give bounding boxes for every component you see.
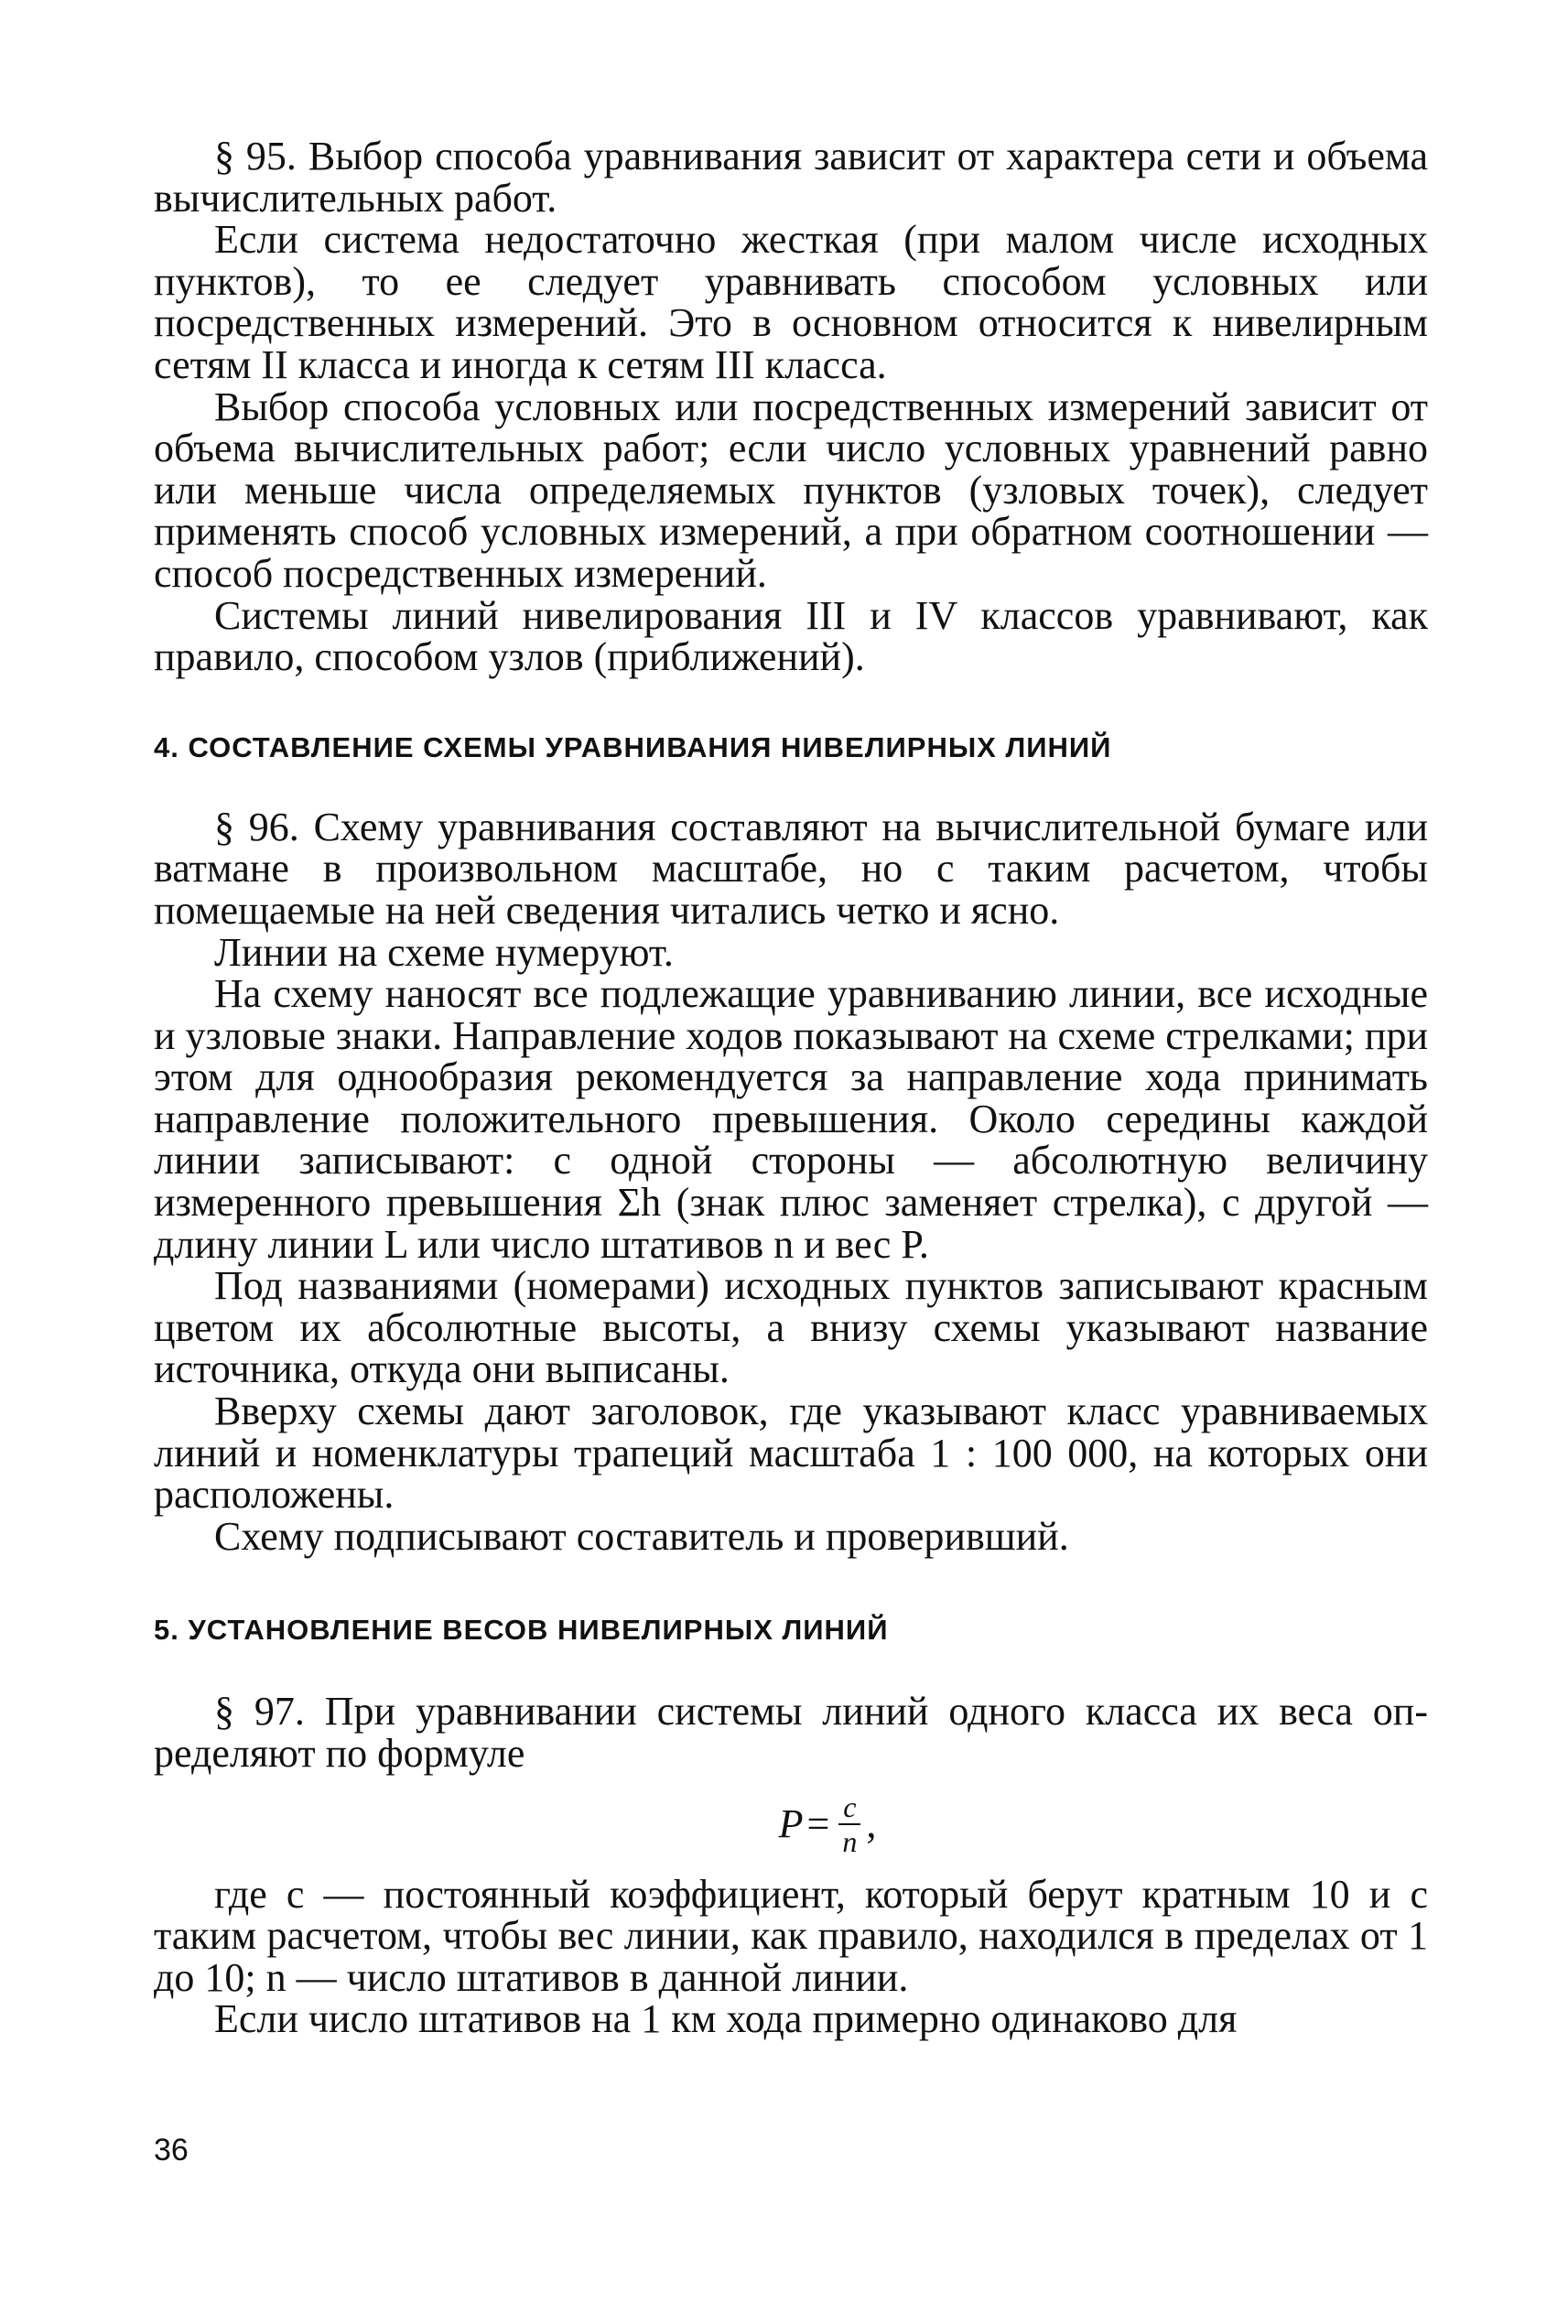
paragraph-96-1: § 96. Схему уравнивания составляют на вычислительной бумаге или ватмане в произвольном масштабе, но с таким расчетом, чтобы помещаемые на ней сведения читались четко и ясно. <box>154 804 1428 933</box>
formula-comma: , <box>866 1800 877 1846</box>
section-heading-5: 5. УСТАНОВЛЕНИЕ ВЕСОВ НИВЕЛИРНЫХ ЛИНИЙ <box>154 1614 889 1647</box>
paragraph-95-4: Системы линий нивелирования III и IV классов уравнивают, как правило, способом узлов (приближений). <box>154 592 1428 680</box>
paragraph-95-2: Если система недостаточно жесткая (при малом числе исходных пунктов), то ее следует уравнивать способом условных или посредственных измерений. Это в основном относится к нивелирным сетям II класса и иногда к сетям III класса. <box>154 217 1428 387</box>
paragraph-96-2: Линии на схеме нумеруют. <box>214 929 674 975</box>
formula-numerator: c <box>838 1790 860 1825</box>
formula-fraction <box>838 1790 860 1858</box>
paragraph-97-2: где c — постоянный коэффициент, который берут кратным 10 и с таким расчетом, чтобы вес линии, как правило, находился в пределах от 1 до 10; n — число штативов в данной линии. <box>154 1871 1428 2000</box>
formula-lhs: P <box>778 1800 804 1846</box>
section-heading-4: 4. СОСТАВЛЕНИЕ СХЕМЫ УРАВНИВАНИЯ НИВЕЛИРНЫХ ЛИНИЙ <box>154 730 1112 763</box>
paragraph-95-3: Выбор способа условных или посредственных измерений зависит от объема вычислительных работ; если число условных уравнений равно или меньше числа определяемых пунктов (узловых точек), следует применять способ условных измерений, а при обратном соотношении — способ посредственных измерений. <box>154 384 1428 596</box>
paragraph-96-5: Вверху схемы дают заголовок, где указывают класс уравниваемых линий и номенклатуры трапеций масштаба 1 : 100 000, на которых они расположены. <box>154 1389 1428 1518</box>
paragraph-96-6: Схему подписывают составитель и проверивший. <box>214 1513 1069 1559</box>
paragraph-97-3: Если число штативов на 1 км хода примерно одинаково для <box>214 1996 1238 2042</box>
paragraph-97-1: § 97. При уравнивании системы линий одного класса их веса определяют по формуле <box>154 1689 1428 1776</box>
page-number: 36 <box>154 2133 189 2167</box>
weight-formula <box>154 1784 1428 1865</box>
paragraph-96-3: На схему наносят все подлежащие уравниванию линии, все исходные и узловые знаки. Направление ходов показывают на схеме стрелками; при этом для однообразия рекомендуется за направление хода принимать направление положительного превышения. Около середины каждой линии записывают: с одной стороны — абсолютную величину измеренного превышения Σh (знак плюс заменяет стрелка), с другой — длину линии L или число штативов n и вес P. <box>154 971 1428 1267</box>
paragraph-95-1: § 95. Выбор способа уравнивания зависит от характера сети и объема вычислительных работ. <box>154 134 1428 221</box>
page-body <box>154 135 1428 2040</box>
formula-equals: = <box>806 1800 830 1846</box>
formula-denominator: n <box>842 1824 858 1858</box>
paragraph-96-4: Под названиями (номерами) исходных пунктов записывают красным цветом их абсолютные высоты, а внизу схемы указывают название источника, откуда они выписаны. <box>154 1263 1428 1392</box>
